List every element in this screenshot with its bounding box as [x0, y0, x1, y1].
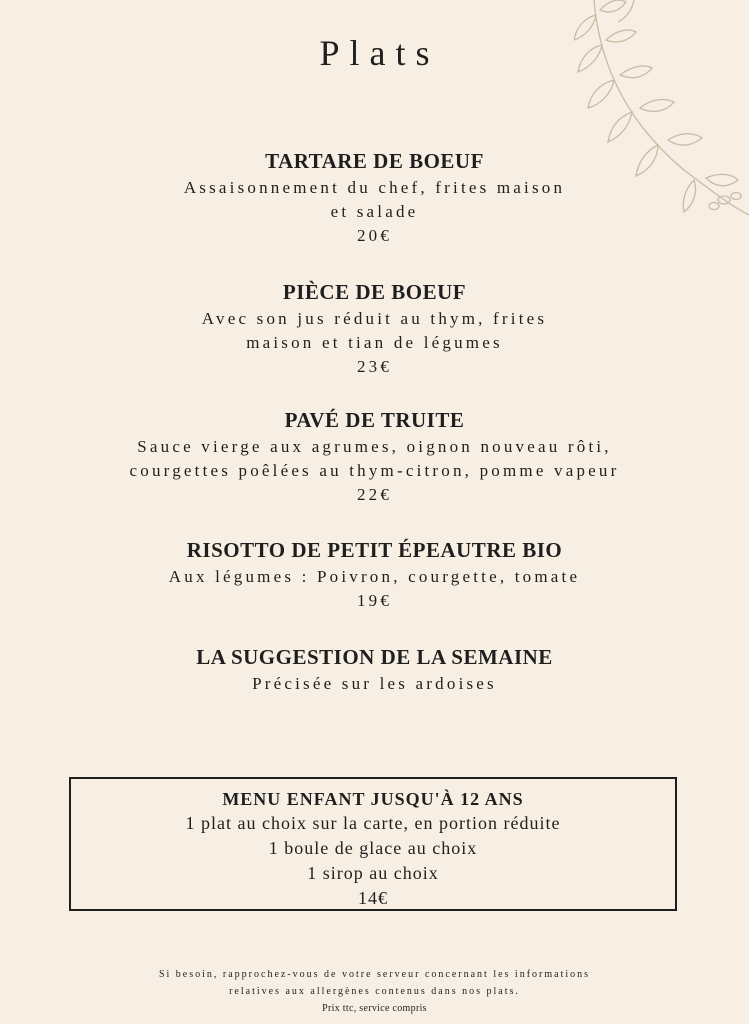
dish-name: LA SUGGESTION DE LA SEMAINE	[196, 645, 553, 669]
dish-name: RISOTTO DE PETIT ÉPEAUTRE BIO	[186, 538, 563, 562]
dish-price: 20€	[356, 226, 393, 245]
allergen-notice: relatives aux allergènes contenus dans nos plats.	[229, 986, 520, 997]
kids-menu-line: 1 plat au choix sur la carte, en portion réduite	[185, 813, 561, 833]
kids-menu-price: 14€	[358, 888, 388, 908]
dish-price: 19€	[356, 591, 393, 610]
kids-menu-line: 1 sirop au choix	[307, 863, 439, 883]
dish-description: Aux légumes : Poivron, courgette, tomate	[168, 567, 581, 586]
dish-pave-de-truite	[0, 407, 749, 507]
page-title: Plats	[319, 33, 440, 73]
dish-description: courgettes poêlées au thym-citron, pomme vapeur	[129, 461, 620, 480]
dish-price: 22€	[356, 485, 393, 504]
price-note: Prix ttc, service compris	[322, 1003, 427, 1014]
kids-menu-title: MENU ENFANT JUSQU'À 12 ANS	[222, 789, 524, 809]
dish-description: et salade	[330, 202, 419, 221]
allergen-notice: Si besoin, rapprochez-vous de votre serveur concernant les informations	[158, 969, 591, 980]
dish-price: 23€	[356, 357, 393, 376]
dish-name: PAVÉ DE TRUITE	[284, 408, 465, 432]
dish-name: PIÈCE DE BOEUF	[282, 280, 467, 304]
dish-description: maison et tian de légumes	[246, 333, 503, 352]
dish-description: Précisée sur les ardoises	[252, 674, 497, 693]
dish-tartare	[0, 148, 749, 248]
dish-name: TARTARE DE BOEUF	[265, 149, 484, 173]
dish-description: Avec son jus réduit au thym, frites	[201, 309, 548, 328]
kids-menu-line: 1 boule de glace au choix	[268, 838, 478, 858]
kids-menu-box	[69, 777, 677, 911]
dish-description: Assaisonnement du chef, frites maison	[183, 178, 566, 197]
dish-risotto	[0, 537, 749, 613]
footer	[0, 966, 749, 1017]
dish-suggestion	[0, 644, 749, 696]
dish-description: Sauce vierge aux agrumes, oignon nouveau rôti,	[137, 437, 612, 456]
dish-piece-de-boeuf	[0, 279, 749, 379]
